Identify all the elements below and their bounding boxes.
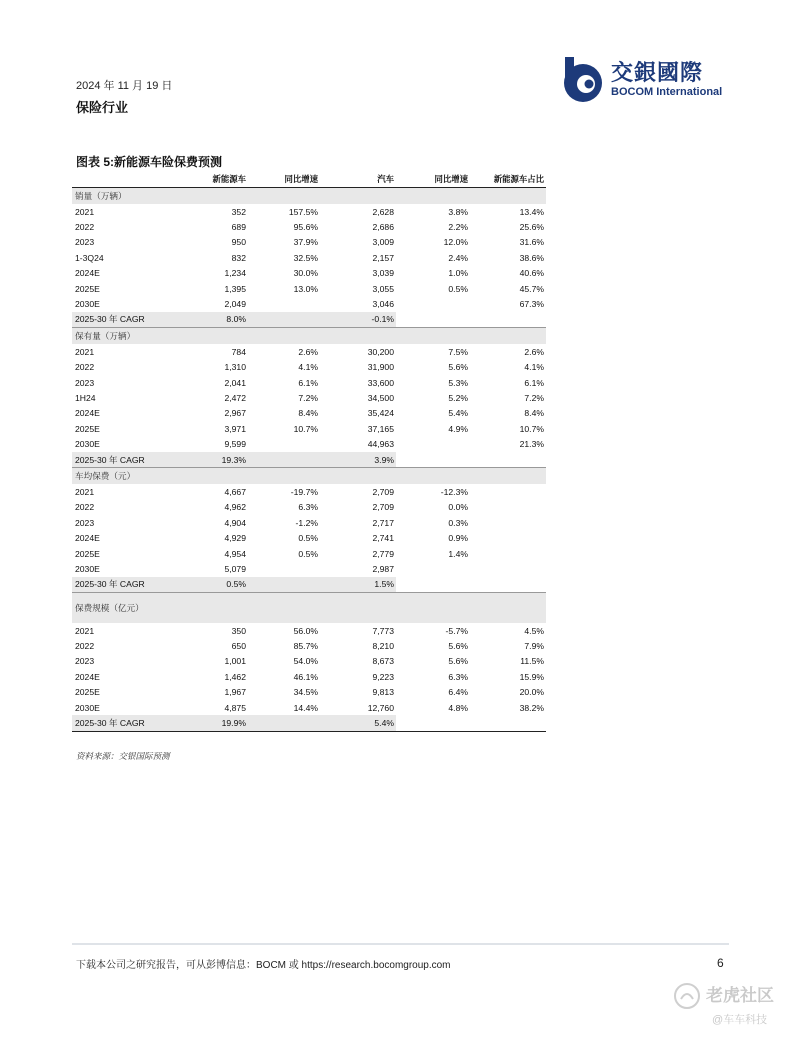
col-header-nev-share: 新能源车占比 [470,170,546,188]
tiger-logo-icon [672,981,702,1011]
table-cell [248,561,320,576]
table-cell: 0.0% [448,502,468,513]
table-cell: 30.0% [293,268,318,279]
table-cell: 4,875 [224,702,246,713]
table-cell: 2,041 [224,377,246,388]
table-cell: 2,741 [372,533,394,544]
table-cell: 3,039 [372,268,394,279]
table-cell: 5.4% [448,408,468,419]
cagr-cell [248,715,320,731]
table-cell [470,484,546,499]
table-cell [470,561,546,576]
section-header-row [72,468,546,485]
table-cell: 6.1% [524,377,544,388]
table-row [72,685,546,700]
table-cell: 37,165 [367,423,394,434]
table-cell: 4,929 [224,533,246,544]
table-row [72,669,546,684]
table-cell: 7.2% [298,392,318,403]
section-header-row [72,592,546,623]
table-cell: 54.0% [293,656,318,667]
source-note: 资料来源：交银国际预测 [76,751,170,761]
bocom-logo [559,55,739,105]
table-cell: 9,223 [372,671,394,682]
bocom-logo-icon [559,55,609,105]
table-cell: 3.8% [448,206,468,217]
table-cell: 2,967 [224,408,246,419]
table-cell: 5.3% [448,377,468,388]
row-label: 2021 [75,625,95,636]
section-header-row [72,328,546,345]
table-row [72,500,546,515]
table-cell: 2,709 [372,486,394,497]
cagr-cell [470,452,546,468]
table-cell: 2,049 [224,299,246,310]
table-cell: 1,462 [224,671,246,682]
page-number: 6 [717,956,724,970]
row-label: 2024E [75,268,100,279]
cagr-label: 2025-30 年 CAGR [72,312,180,328]
table-cell [248,436,320,451]
table-cell: 10.7% [519,423,544,434]
table-cell: 15.9% [519,671,544,682]
table-cell: 6.3% [448,671,468,682]
table-row [72,204,546,219]
table-cell: 5.6% [448,362,468,373]
table-cell: 67.3% [519,299,544,310]
table-cell [470,500,546,515]
row-label: 2025E [75,423,100,434]
section-label: 保费规模（亿元） [72,592,546,623]
cagr-cell [248,452,320,468]
table-cell: 21.3% [519,439,544,450]
table-cell: 8,210 [372,641,394,652]
table-cell: 2,709 [372,502,394,513]
table-cell: 34.5% [293,687,318,698]
forecast-table [72,170,546,732]
table-cell: 8.4% [524,408,544,419]
watermark [672,981,796,1035]
row-label: 2025E [75,283,100,294]
table-cell [470,515,546,530]
col-header-label [72,170,180,188]
table-row [72,436,546,451]
cagr-cell: 1.5% [320,577,396,593]
footer-text: 下载本公司之研究报告，可从彭博信息：BOCM 或 https://research.bocomgroup.com [76,960,451,971]
row-label: 2025E [75,687,100,698]
cagr-cell: 8.0% [180,312,248,328]
table-cell: 4,904 [224,517,246,528]
report-date: 2024 年 11 月 19 日 [76,80,173,92]
row-label: 2022 [75,502,95,513]
table-cell: -1.2% [295,517,318,528]
table-cell: 2,717 [372,517,394,528]
table-row [72,250,546,265]
table-cell: 56.0% [293,625,318,636]
table-cell: 85.7% [293,641,318,652]
table-row [72,360,546,375]
table-cell: 4.8% [448,702,468,713]
table-cell: 13.0% [293,283,318,294]
table-cell: 11.5% [520,656,544,667]
table-cell: 37.9% [293,237,318,248]
table-cell: 784 [231,346,246,357]
row-label: 2021 [75,206,95,217]
table-cell: 650 [231,641,246,652]
table-cell: 4,954 [224,548,246,559]
table-cell: 3,055 [372,283,394,294]
table-cell: 12.0% [443,237,468,248]
table-cell: 832 [231,252,246,263]
table-cell: 20.0% [519,687,544,698]
table-cell [248,296,320,311]
cagr-cell: 19.3% [180,452,248,468]
table-row [72,390,546,405]
table-cell: 2,157 [372,252,394,263]
table-cell: 25.6% [519,222,544,233]
table-cell: 4.9% [448,423,468,434]
table-row [72,700,546,715]
row-label: 2021 [75,486,95,497]
cagr-cell: 19.9% [180,715,248,731]
table-cell: 5,079 [224,563,246,574]
table-cell: 352 [231,206,246,217]
watermark-brand: 老虎社区 [706,986,774,1005]
table-cell: 9,813 [372,687,394,698]
table-cell: 2.6% [524,346,544,357]
table-cell: 950 [231,237,246,248]
row-label: 2022 [75,222,95,233]
table-cell [470,546,546,561]
cagr-cell [396,577,470,593]
table-cell: 1.0% [448,268,468,279]
table-row [72,406,546,421]
cagr-row [72,715,546,731]
table-cell: 1,001 [224,656,246,667]
table-cell: 32.5% [293,252,318,263]
table-cell: 4.5% [524,625,544,636]
table-cell: 4,667 [224,486,246,497]
cagr-cell: 0.5% [180,577,248,593]
table-cell [470,530,546,545]
cagr-cell [470,312,546,328]
col-header-nev: 新能源车 [180,170,248,188]
watermark-handle: @车车科技 [712,1014,768,1026]
row-label: 2024E [75,671,100,682]
table-cell: 12,760 [367,702,394,713]
table-row [72,515,546,530]
table-cell: 0.5% [298,533,318,544]
table-cell: 6.4% [448,687,468,698]
table-cell: 0.5% [298,548,318,559]
table-cell: 8,673 [372,656,394,667]
row-label: 2025E [75,548,100,559]
table-cell: 38.6% [519,252,544,263]
table-cell: 2,472 [224,392,246,403]
table-cell: 689 [231,222,246,233]
section-label: 保有量（万辆） [72,328,546,345]
table-cell: 30,200 [367,346,394,357]
table-cell: 1,310 [224,362,246,373]
table-cell: 34,500 [367,392,394,403]
row-label: 2021 [75,346,95,357]
row-label: 2024E [75,533,100,544]
row-label: 2030E [75,563,100,574]
table-cell: 4.1% [298,362,318,373]
table-row [72,281,546,296]
table-cell: 2.6% [298,346,318,357]
table-row [72,421,546,436]
table-cell: 2.2% [448,222,468,233]
table-cell: 5.6% [448,656,468,667]
table-cell: 31.6% [519,237,544,248]
table-cell: 46.1% [293,671,318,682]
table-cell: 157.5% [288,206,318,217]
cagr-cell: 5.4% [320,715,396,731]
table-row [72,623,546,638]
table-row [72,219,546,234]
row-label: 2030E [75,702,100,713]
table-cell: 0.3% [448,517,468,528]
table-row [72,484,546,499]
table-cell: 14.4% [293,702,318,713]
cagr-cell [396,715,470,731]
cagr-cell: 3.9% [320,452,396,468]
table-cell: 5.6% [448,641,468,652]
table-row [72,235,546,250]
table-row [72,530,546,545]
table-cell: 38.2% [519,702,544,713]
table-cell: 2,628 [372,206,394,217]
table-cell: 5.2% [448,392,468,403]
table-row [72,546,546,561]
table-cell: 31,900 [367,362,394,373]
table-header-row [72,170,546,188]
table-cell: -5.7% [445,625,468,636]
col-header-auto: 汽车 [320,170,396,188]
table-cell: 9,599 [224,439,246,450]
table-cell: 4.1% [524,362,544,373]
table-cell: 1,967 [224,687,246,698]
table-row [72,561,546,576]
table-cell: 7.9% [524,641,544,652]
row-label: 1-3Q24 [75,252,104,263]
table-row [72,638,546,653]
cagr-cell [396,452,470,468]
industry-title: 保险行业 [76,100,129,115]
table-cell: 2.4% [448,252,468,263]
table-cell: 1,234 [224,268,246,279]
table-cell [396,296,470,311]
cagr-row [72,312,546,328]
cagr-label: 2025-30 年 CAGR [72,715,180,731]
row-label: 2023 [75,517,95,528]
cagr-row [72,577,546,593]
table-cell: 3,971 [224,423,246,434]
table-title: 图表 5:新能源车险保费预测 [76,155,223,169]
table-cell: 1.4% [448,548,468,559]
cagr-row [72,452,546,468]
table-cell: 2,987 [372,563,394,574]
table-row [72,375,546,390]
cagr-cell [248,312,320,328]
table-cell: 1,395 [224,283,246,294]
table-cell: 7.5% [448,346,468,357]
row-label: 2030E [75,299,100,310]
cagr-cell [470,715,546,731]
table-cell: 95.6% [293,222,318,233]
logo-chinese-name: 交銀國際 [611,61,704,86]
row-label: 2023 [75,377,95,388]
table-cell: 6.3% [298,502,318,513]
cagr-cell [396,312,470,328]
section-label: 车均保费（元） [72,468,546,485]
table-cell: 33,600 [367,377,394,388]
table-cell: 45.7% [519,283,544,294]
cagr-cell: -0.1% [320,312,396,328]
row-label: 2024E [75,408,100,419]
table-cell: 8.4% [298,408,318,419]
footer-divider [72,943,729,945]
table-cell: 0.5% [448,283,468,294]
section-label: 销量（万辆） [72,188,546,205]
table-cell: 3,009 [372,237,394,248]
row-label: 1H24 [75,392,96,403]
row-label: 2030E [75,439,100,450]
row-label: 2023 [75,237,95,248]
table-cell: 10.7% [293,423,318,434]
table-cell: 6.1% [298,377,318,388]
table-cell: 13.4% [519,206,544,217]
table-cell: 7.2% [524,392,544,403]
cagr-label: 2025-30 年 CAGR [72,577,180,593]
table-cell: 40.6% [519,268,544,279]
col-header-nev-yoy: 同比增速 [248,170,320,188]
table-cell: 0.9% [448,533,468,544]
table-cell [396,436,470,451]
table-row [72,296,546,311]
table-cell [396,561,470,576]
table-cell: 3,046 [372,299,394,310]
table-cell: 7,773 [372,625,394,636]
row-label: 2022 [75,641,95,652]
table-cell: 44,963 [367,439,394,450]
logo-english-name: BOCOM International [611,86,723,98]
table-row [72,654,546,669]
cagr-label: 2025-30 年 CAGR [72,452,180,468]
table-cell: -12.3% [440,486,468,497]
table-row [72,344,546,359]
table-cell: 2,686 [372,222,394,233]
row-label: 2022 [75,362,95,373]
col-header-auto-yoy: 同比增速 [396,170,470,188]
table-body [72,188,546,732]
cagr-cell [470,577,546,593]
table-cell: -19.7% [290,486,318,497]
table-row [72,266,546,281]
table-cell: 35,424 [367,408,394,419]
cagr-cell [248,577,320,593]
table-cell: 2,779 [372,548,394,559]
section-header-row [72,188,546,205]
row-label: 2023 [75,656,95,667]
table-cell: 350 [231,625,246,636]
table-cell: 4,962 [224,502,246,513]
